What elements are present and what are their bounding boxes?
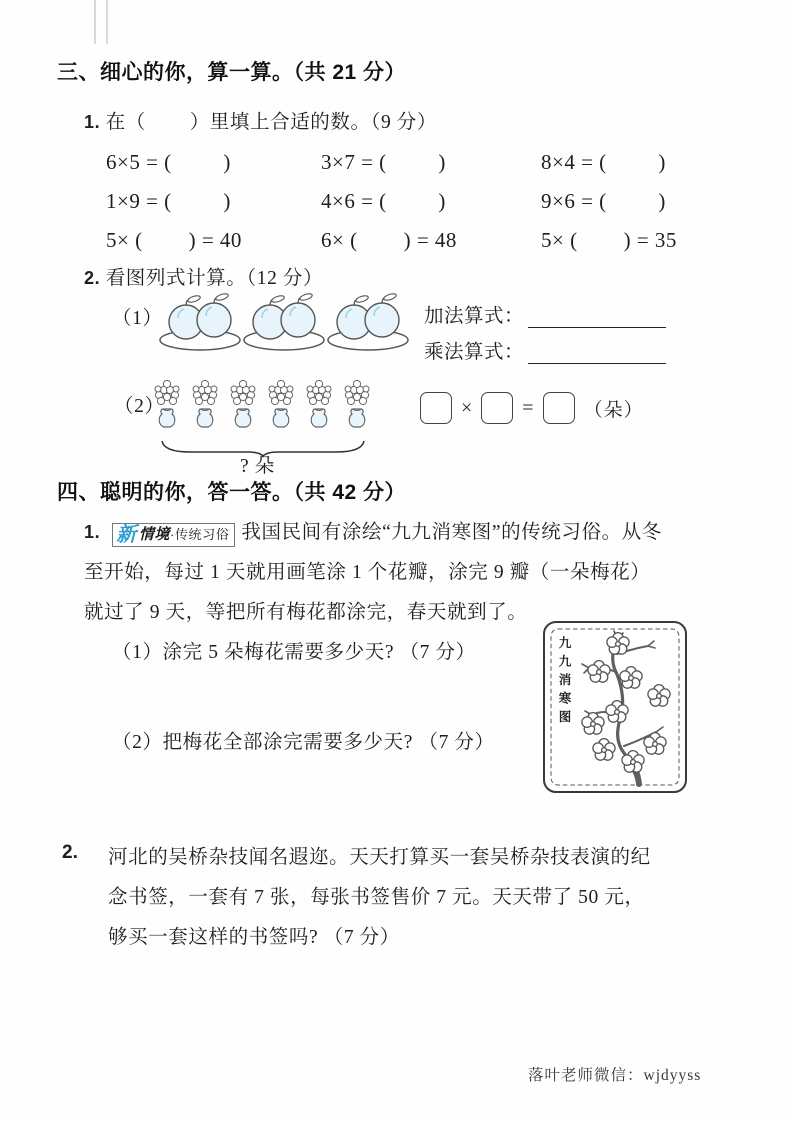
addition-label: 加法算式：: [424, 306, 525, 327]
multiplication-label: 乘法算式：: [424, 342, 525, 363]
times-sign: ×: [461, 396, 473, 419]
q1-line1: [84, 512, 724, 553]
scan-artifact-line: [94, 0, 96, 44]
q2-number: 2.: [84, 268, 101, 288]
answer-box-2: [481, 392, 513, 424]
flower-vases-image: [148, 378, 378, 440]
multiplication-answer-blank: [528, 343, 666, 364]
equation-cell: 5× ( ) = 40: [106, 228, 242, 252]
section4-q1-paragraph: [84, 512, 724, 633]
q1-subquestion-2: （2）把梅花全部涂完需要多少天? （7 分）: [112, 732, 495, 753]
section3-q1-prompt: [84, 106, 437, 134]
q1-line2: 至开始，每过 1 天就用画笔涂 1 个花瓣，涂完 9 瓣（一朵梅花）: [84, 562, 651, 583]
q1-number: 1.: [84, 522, 101, 542]
badge-suffix-label: ·传统习俗: [170, 527, 230, 542]
q1-line1-text: 我国民间有涂绘“九九消寒图”的传统习俗。从冬: [241, 522, 662, 543]
unit-label: （朵）: [583, 399, 644, 421]
multiplication-answer-row: [424, 336, 666, 364]
equals-sign: =: [522, 396, 534, 419]
equation-cell: 6×5 = ( ): [106, 150, 231, 174]
answer-box-3: [543, 392, 575, 424]
part1-label: （1）: [112, 308, 163, 329]
section4-heading: 四、聪明的你，答一答。（共 42 分）: [57, 481, 407, 504]
equation-grid: [106, 150, 746, 253]
equation-cell: 6× ( ) = 48: [321, 228, 457, 252]
peach-plates-image: [156, 286, 412, 354]
equation-cell: 8×4 = ( ): [541, 150, 666, 174]
answer-box-1: [420, 392, 452, 424]
equation-cell: 1×9 = ( ): [106, 189, 231, 213]
q2-line3: 够买一套这样的书签吗? （7 分）: [108, 927, 400, 948]
plum-chart-title: 九九消寒图: [557, 636, 571, 729]
badge-qingjing-label: 情境: [138, 526, 171, 543]
q2-number: 2.: [62, 842, 78, 863]
q2-line2: 念书签，一套有 7 张，每张书签售价 7 元。天天带了 50 元，: [108, 887, 645, 908]
scan-artifact-line: [106, 0, 108, 44]
addition-answer-blank: [528, 307, 666, 328]
boxes-equation: [420, 392, 644, 424]
equation-cell: 5× ( ) = 35: [541, 228, 677, 252]
q1-number: 1.: [84, 112, 101, 132]
part2-label: （2）: [114, 396, 165, 417]
equation-cell: 9×6 = ( ): [541, 189, 666, 213]
q2-text: 看图列式计算。（12 分）: [105, 268, 324, 289]
q1-line3: 就过了 9 天，等把所有梅花都涂完，春天就到了。: [84, 602, 528, 623]
section3-heading: 三、细心的你，算一算。（共 21 分）: [57, 61, 407, 84]
q2-line1: 河北的吴桥杂技闻名遐迩。天天打算买一套吴桥杂技表演的纪: [108, 847, 651, 868]
q1-subquestion-1: （1）涂完 5 朵梅花需要多少天? （7 分）: [112, 642, 476, 663]
nine-nines-chart-figure: [542, 620, 688, 794]
brace-question-label: ? 朵: [240, 456, 275, 477]
new-context-badge: [112, 523, 235, 547]
q1-text: 在（ ）里填上合适的数。（9 分）: [105, 112, 437, 133]
addition-answer-row: [424, 300, 666, 328]
equation-cell: 4×6 = ( ): [321, 189, 446, 213]
badge-xin-label: 新: [116, 524, 137, 546]
footer-contact: 落叶老师微信：wjdyyss: [528, 1067, 702, 1084]
equation-cell: 3×7 = ( ): [321, 150, 446, 174]
section4-q2-paragraph: [108, 838, 728, 958]
